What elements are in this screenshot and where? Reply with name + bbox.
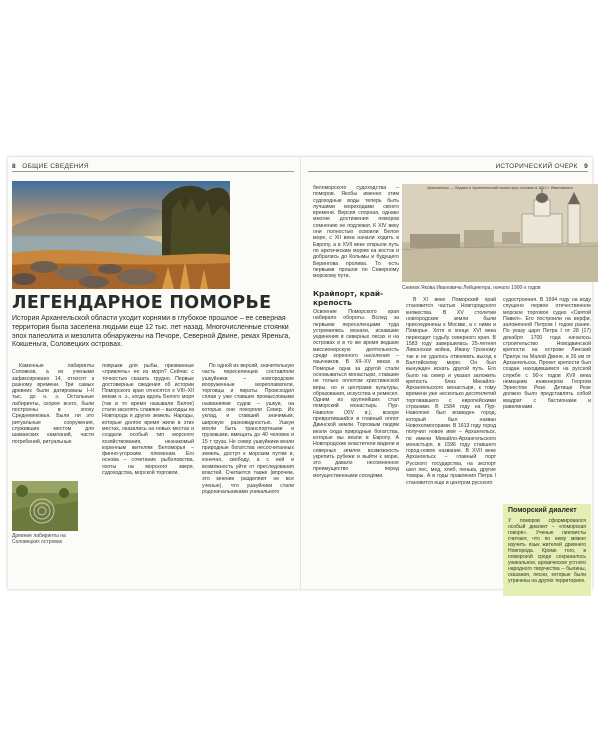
section-subhead: Крайпорт, край-крепость — [313, 289, 384, 307]
sunset-lake-photo — [12, 181, 230, 289]
archangel-monastery-postcard — [402, 184, 598, 282]
sidebar-text: У поморов сформировался особый диалект – «поморская говоря». Ученые лингвисты считают, что по нему можно изучить язык жителей древнего Новгорода. Кроме того, в поморской среде сохранилось уникальное, архаическое устного народного творчества – былины, сказания, песни, которые были утрачены на других территориях. — [508, 518, 586, 584]
left-column-3 — [202, 363, 294, 575]
book-spread — [8, 157, 592, 589]
left-col3-text: По одной из версий, значительную часть переселенцев составляли ушкуйники – новгородские вооруженные мореплаватели, торговцы и пираты. Происходил сплав у уже ставших промысловыми названиями судов – ушкуи, на которых они покоряли Север. Их уклад, и ставший значимым, широкую разновидностью. Ушкуи могли быть транспортными и грузовыми, вмещать до 40 человек и 15 т груза. Не север ушкуйники везли природные богатства несосчитанных земель, доступ к морским путям и, конечно, свободу, а с ней и возможность уйти от преследования властей. Считается также (впрочем, это мнение разделяют не все ученые), что ушкуйники стали родоначальниками уникального — [202, 363, 294, 495]
left-column-2 — [102, 363, 194, 575]
stone-labyrinth-photo — [12, 481, 78, 531]
page-number-right: 9 — [584, 163, 588, 170]
postcard-inscription: Архангельск — Ледзингъ Архангельский монастырь основан в 1612 г. Ивановскаго — [427, 186, 573, 190]
lead-paragraph: История Архангельской области уходит корнями в глубокое прошлое – ее северная территория была заселена людьми еще 12 тыс. лет назад. Многочисленные стоянки эпох палеолита и мезолита обнаружены на Печоре, Северной Двине, реках Яреньга, Кокшеньга, Соловецких островах. — [12, 315, 291, 349]
dialect-sidebar — [503, 504, 591, 596]
labyrinth-caption: Древние лабиринты на Соловецких островах — [12, 533, 66, 545]
right-column-2 — [406, 297, 496, 575]
header-rule-left — [12, 171, 294, 172]
right-column-3 — [503, 297, 591, 497]
right-col1-bottom-text: Освоение Поморского края набирало обороты. Вслед за первыми переселенцами туда устремились монахи, искавшие уединения в северных лесах и на островах и в то же время ведшие миссионерскую деятельность среди коренного населения – язычников. В XII–XV веках в Поморье одна за другой стали основываться монастыри, ставшие не только оплотом христианской веры, но и центрами культуры, образования, искусства и ремесел. Одним из крупнейших стал поморский монастырь Пур-Наволок (XIV в.), вскоре превратившийся в главный оплот Двинской земли. Торговым людям везли сюда природные богатства, которые вы везли в Европу. А Новгородские властители видели в северных землях возможность укрепить рубежи и выйти к морю, это давало несомненное преимущество перед могущественными соседями. — [313, 309, 399, 479]
section-title-left: ОБЩИЕ СВЕДЕНИЯ — [22, 163, 89, 170]
running-head-left — [12, 163, 89, 170]
page-number-left: 8 — [12, 163, 16, 170]
right-column-1-bottom — [313, 309, 399, 577]
right-col2-text: В XI веке Поморский край становится частью Новгородского княжества. В XV столетии новгородские земли были присоединены к Москве, а с ними и Поморье. Хотя в конце XVI века переходит судьбу северного края. В 1583 году завершилась 25-летняя Ливонская война, Ивану Грозному так и не удалось отвоевать выход к Балтийскому морю. Он был вынужден искать другой путь. Его было на север и указал заложить крепость близ Михайло-Архангельского монастыря, к тому времени уже несколько десятилетий торговавшего с европейскими странами. В 1584 году на Пур-Наволоке был возведен город, который был назван Новохолмогорами. В 1613 году город получил новое имя – Архангельск, по имени Михайло-Архангельского монастыря, в 1596 году ставшего город-новое название. В XVII веке Архангельск – главный порт Русского государства, на экспорт шел лес, мед, хлеб, пенька, другие товары. А в годы правления Петра I становится еще и центром русского — [406, 297, 496, 486]
left-column-1 — [12, 363, 94, 483]
running-head-right — [495, 163, 588, 170]
right-column-1-top — [313, 185, 399, 285]
left-col1-text: Каменные лабиринты Соловков, а их учеными зафиксировано 14, относят к разному времени. Три самых древних были датированы I–II тыс. до н. э. Остальные лабиринты, скорее всего, были построены в эпоху Средневековья. Были ли это ритуальные сооружения, служившие местом для шаманских камланий, части погребений, ритуальные — [12, 363, 94, 445]
book-gutter — [300, 157, 301, 589]
right-col1-top-text: беломорского судоходства – поморов. Якобы именно этим судоходные воды теперь быть лучшими мореходами своего времени. Версия спорная, однако многие достижения поморов сомнению не подлежат. К XIV веку они полностью освоили Белое море, с XII века начали ходить в Европу, а в XVII веке открыли путь по арктическим морям на восток и добрались до Колымы и будущего Берингова пролива. То есть первыми прошли по Северному морскому пути. — [313, 185, 399, 280]
article-headline: ЛЕГЕНДАРНОЕ ПОМОРЬЕ — [12, 293, 272, 313]
left-col2-text: ловушки для рыбы, призванные «привлечь» ее из моря? Сейчас с точностью сказать трудно. Первые достоверные сведения об истории Поморского края относятся к VIII–XII векам н. э., когда вдоль Белого моря (так в то время называли Белое) стали заселять славяне – выходцы из Новгорода и других земель. Народы, которые долгое время жили в этих местах, оказались на новых местах и создали особый тип морского хозяйствования, незнакомый коренным жителям Беломорья – финно-угорским племенам. Его основа – сочетание рыболовства, охоты на морского зверя, судоходства, морской торговли. — [102, 363, 194, 477]
section-title-right: ИСТОРИЧЕСКИЙ ОЧЕРК — [495, 163, 578, 170]
header-rule-right — [308, 171, 588, 172]
postcard-caption: Снимок Якова Ивановича Лейцингера, начало 1900-х годов — [402, 285, 541, 291]
sidebar-title: Поморский диалект — [508, 507, 577, 514]
right-col3-text: судостроения. В 1694 году на воду спущено первое отечественное морское торговое судно «Святой Павел». Его построили на верфи, заложенной Петром I годом ранее. По указу царя Петра I от 28 (17) декабря 1700 года началось строительство Новодвинской крепости на острове Линский Прилук на Малой Двине, в 26 км от Архангельска. Проект крепости был создан находившимся на русской службе с 90-х годов XVII века немецким инженером Георгом Эрнестом Резе. Детище Резе должно было представлять собой квадрат с бастионами и равелинами. — [503, 297, 591, 411]
